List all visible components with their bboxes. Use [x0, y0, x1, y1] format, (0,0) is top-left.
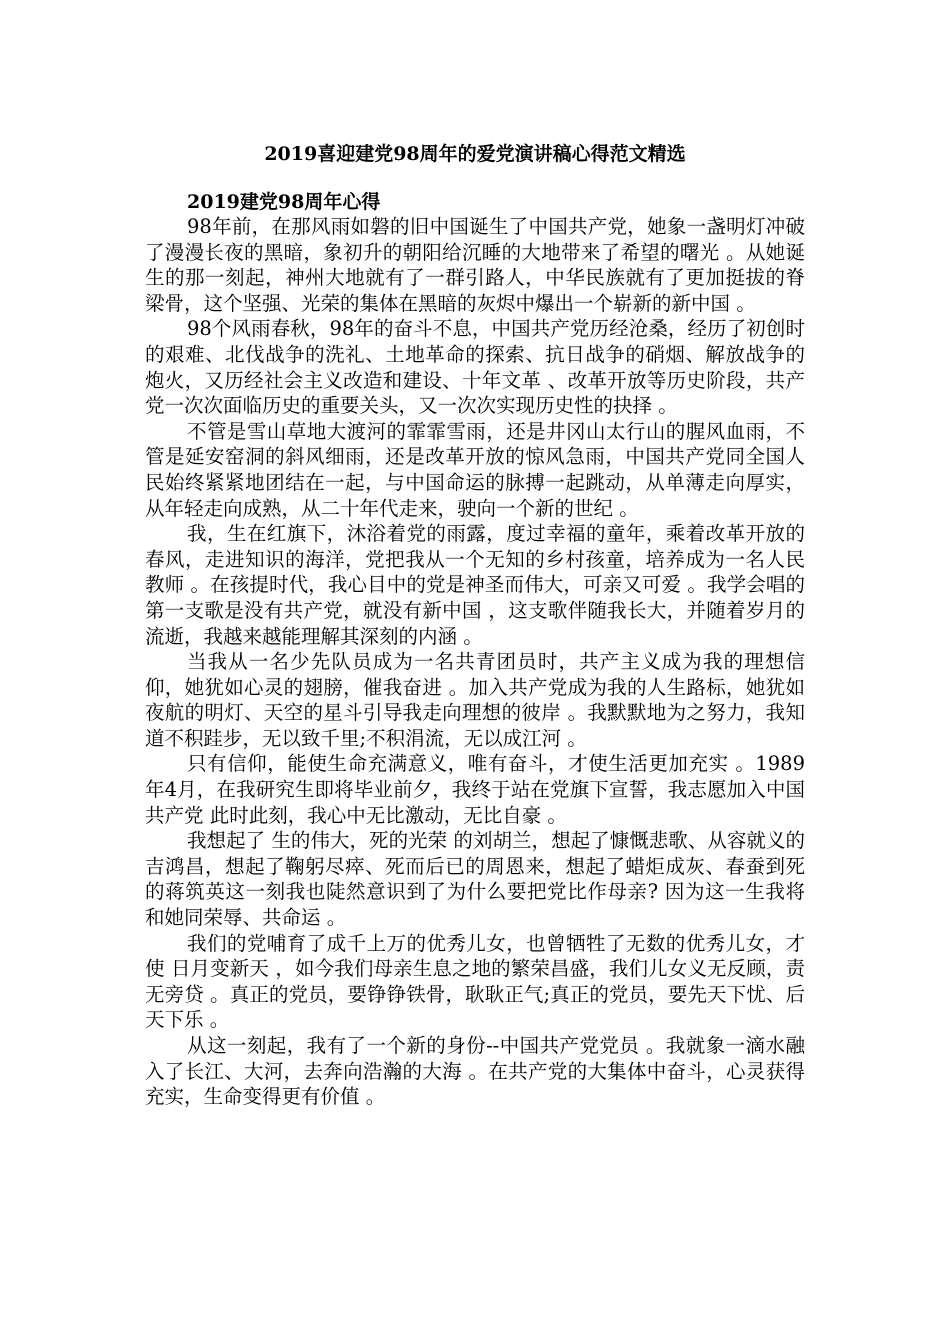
document-title: 2019喜迎建党98周年的爱党演讲稿心得范文精选 — [264, 143, 686, 165]
paragraph: 我想起了 生的伟大，死的光荣 的刘胡兰，想起了慷慨悲歌、从容就义的吉鸿昌，想起了鞠躬尽瘁、死而后已的周恩来，想起了蜡炬成灰、春蚕到死的蒋筑英这一刻我也陡然意识到了为什么要把党比作母亲? 因为这一生我将和她同荣辱、共命运 。 — [145, 829, 805, 930]
section-heading: 2019建党98周年心得 — [187, 191, 381, 213]
paragraph: 当我从一名少先队员成为一名共青团员时，共产主义成为我的理想信仰，她犹如心灵的翅膀，催我奋进 。加入共产党成为我的人生路标，她犹如夜航的明灯、天空的星斗引导我走向理想的彼岸 。我默默地为之努力，我知道不积跬步，无以致千里;不积涓流，无以成江河 。 — [145, 650, 805, 750]
paragraph: 从这一刻起，我有了一个新的身份--中国共产党党员 。我就象一滴水融入了长江、大河，去奔向浩瀚的大海 。在共产党的大集体中奋斗，心灵获得充实，生命变得更有价值 。 — [145, 1034, 805, 1109]
paragraph: 98个风雨春秋，98年的奋斗不息，中国共产党历经沧桑，经历了初创时的艰难、北伐战争的洗礼、土地革命的探索、抗日战争的硝烟、解放战争的炮火，又历经社会主义改造和建设、十年文革 、改革开放等历史阶段，共产党一次次面临历史的重要关头，又一次次实现历史性的抉择 。 — [145, 317, 805, 418]
paragraph: 只有信仰，能使生命充满意义，唯有奋斗，才使生活更加充实 。1989年4月，在我研究生即将毕业前夕，我终于站在党旗下宣誓，我志愿加入中国共产党 此时此刻，我心中无比激动，无比自豪 。 — [145, 752, 805, 827]
paragraph: 我们的党哺育了成千上万的优秀儿女，也曾牺牲了无数的优秀儿女，才使 日月变新天 ，如今我们母亲生息之地的繁荣昌盛，我们儿女义无反顾，责无旁贷 。真正的党员，要铮铮铁骨，耿耿正气;真正的党员，要先天下忧、后天下乐 。 — [145, 931, 805, 1032]
paragraph: 不管是雪山草地大渡河的霏霏雪雨，还是井冈山太行山的腥风血雨，不管是延安窑洞的斜风细雨，还是改革开放的惊风急雨，中国共产党同全国人民始终紧紧地团结在一起，与中国命运的脉搏一起跳动，从单薄走向厚实，从年轻走向成熟，从二十年代走来，驶向一个新的世纪 。 — [145, 419, 805, 520]
paragraph: 98年前，在那风雨如磐的旧中国诞生了中国共产党，她象一盏明灯冲破了漫漫长夜的黑暗，象初升的朝阳给沉睡的大地带来了希望的曙光 。从她诞生的那一刻起，神州大地就有了一群引路人，中华民族就有了更加挺拔的脊梁骨，这个坚强、光荣的集体在黑暗的灰烬中爆出一个崭新的新中国 。 — [145, 215, 805, 315]
document-body — [145, 214, 805, 1110]
paragraph: 我，生在红旗下，沐浴着党的雨露，度过幸福的童年，乘着改革开放的春风，走进知识的海洋，党把我从一个无知的乡村孩童，培养成为一名人民教师 。在孩提时代，我心目中的党是神圣而伟大，可亲又可爱 。我学会唱的第一支歌是没有共产党，就没有新中国 ，这支歌伴随我长大，并随着岁月的流逝，我越来越能理解其深刻的内涵 。 — [145, 522, 805, 648]
